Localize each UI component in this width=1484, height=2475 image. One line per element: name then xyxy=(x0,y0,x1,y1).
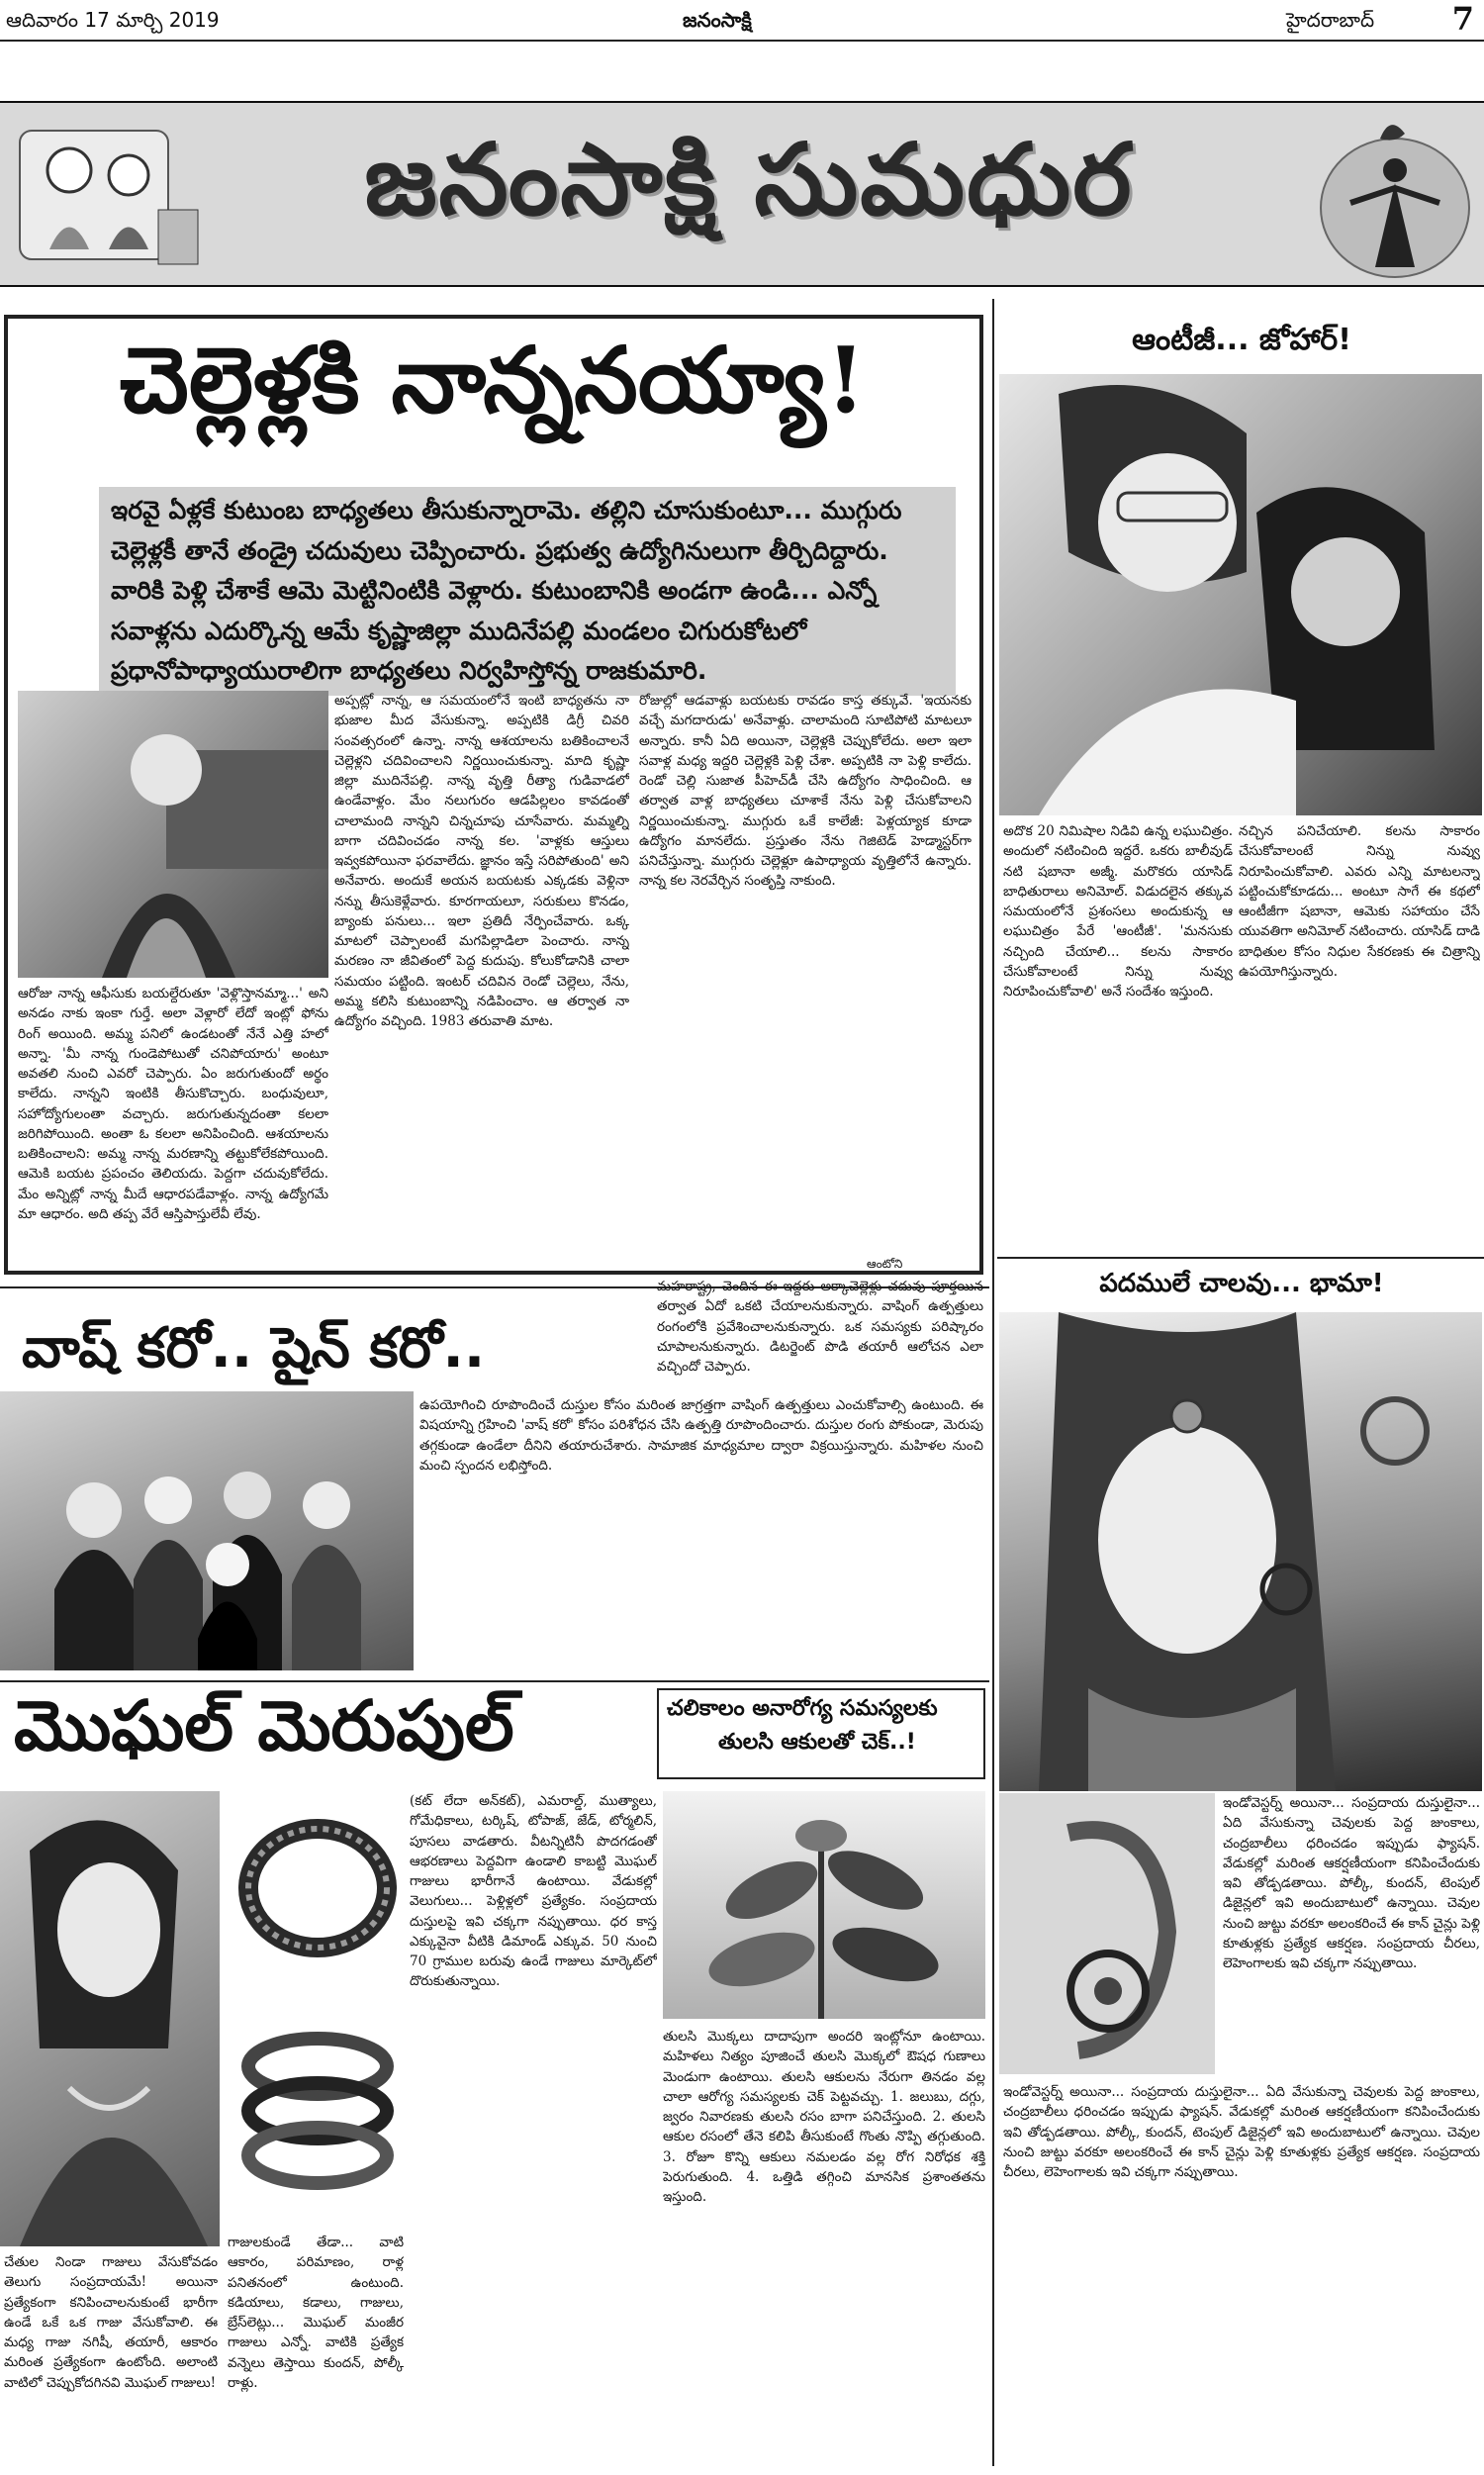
main-story-column-1: ఆరోజు నాన్న ఆఫీసుకు బయల్దేరుతూ 'వెళ్లొస్తానమ్మా...' అని అనడం నాకు ఇంకా గుర్తే. అలా వెళ్లారో లేదో ఇంట్లో ఫోను రింగ్ అయింది. అమ్మ పనిలో ఉండటంతో నేనే ఎత్తి హలో అన్నా. 'మీ నాన్న గుండెపోటుతో చనిపోయారు' అంటూ అవతలి నుంచి ఎవరో చెప్పారు. ఏం జరుగుతుందో అర్థం కాలేదు. నాన్నని ఇంటికి తీసుకొచ్చారు. బంధువులూ, సహోద్యోగులంతా వచ్చారు. జరుగుతున్నదంతా కలలా జరిగిపోయింది. అంతా ఓ కలలా అనిపించింది. ఆశయాలను బతికించాలని: అమ్మ నాన్న మరణాన్ని తట్టుకోలేకపోయింది. ఆమెకి బయట ప్రపంచం తెలియదు. పెద్దగా చదువుకోలేదు. మేం అన్నిట్లో నాన్న మీదే ఆధారపడేవాళ్లం. నాన్న ఉద్యోగమే మా ఆధారం. అది తప్ప వేరే ఆస్తిపాస్తులేవీ లేవు. xyxy=(18,986,328,1222)
tulasi-story-text: తులసి మొక్కలు దాదాపుగా అందరి ఇంట్లోనూ ఉంటాయి. మహిళలు నిత్యం పూజించే తులసి మొక్కలో ఔషధ గుణాలు మెండుగా ఉంటాయి. తులసి ఆకులను నేరుగా తినడం వల్ల చాలా ఆరోగ్య సమస్యలకు చెక్ పెట్టవచ్చు. 1. జలుబు, దగ్గు, జ్వరం నివారణకు తులసి రసం బాగా పనిచేస్తుంది. 2. తులసి ఆకుల రసంలో తేనె కలిపి తీసుకుంటే గొంతు నొప్పి తగ్గుతుంది. 3. రోజూ కొన్ని ఆకులు నమలడం వల్ల రోగ నిరోధక శక్తి పెరుగుతుంది. 4. ఒత్తిడి తగ్గించి మానసిక ప్రశాంతతను ఇస్తుంది. xyxy=(663,2029,985,2205)
two-women-hug-icon xyxy=(999,374,1482,815)
city-name: హైదరాబాద్ xyxy=(1286,8,1375,32)
mughal-column-2: గాజులకుండే తేడా... వాటి ఆకారం, పరిమాణం, రాళ్ల పనితనంలో ఉంటుంది. కడియాలు, కడాలు, గాజులు, బ్రేస్‌లెట్లు... మొఘల్ మంజీర గాజులు ఎన్నో. వాటికి ప్రత్యేక వన్నెలు తెస్తాయి కుందన్, పోల్కీ రాళ్లు. xyxy=(228,2235,404,2391)
women-emblem-icon xyxy=(1311,109,1479,282)
main-story-column-2: అప్పట్లో నాన్న, ఆ సమయంలోనే ఇంటి బాధ్యతను నా భుజాల మీద వేసుకున్నా. అప్పటికి డిగ్రీ చివరి సంవత్సరంలో ఉన్నా. నాన్న ఆశయాలను బతికించాలనే చెల్లెళ్లని చదివించాలని నిర్ణయించుకున్నా. మాది కృష్ణా జిల్లా ముదినేపల్లి. నాన్న వృత్తి రీత్యా గుడివాడలో ఉండేవాళ్లం. మేం నలుగురం ఆడపిల్లలం కావడంతో చాలామంది నాన్నని చిన్నచూపు చూసేవారు. మమ్మల్ని బాగా చదివించడం నాన్న కల. 'వాళ్లకు ఆస్తులు ఇవ్వకపోయినా ఫరవాలేదు. జ్ఞానం ఇస్తే సరిపోతుంది' అని అనేవారు. అందుకే అయన బయటకు ఎక్కడకు వెళ్లినా నన్ను తీసుకెళ్లేవారు. కూరగాయలూ, సరుకులు కొనడం, బ్యాంకు పనులు... ఇలా ప్రతిదీ నేర్పించేవారు. ఒక్క మాటలో చెప్పాలంటే మగపిల్లాడిలా పెంచారు. నాన్న మరణం నా జీవితంలో పెద్ద కుదుపు. కోలుకోడానికి చాలా సమయం పట్టింది. ఇంటర్ చదివిన రెండో చెల్లెలు, నేను, అమ్మ కలిసి కుటుంబాన్ని నడిపించాం. ఆ తర్వాత నా ఉద్యోగం వచ్చింది. 1983 తరువాతి మాట. xyxy=(334,693,629,1029)
tulasi-headline-line-2: తులసి ఆకులతో చెక్..! xyxy=(718,1730,916,1755)
tulasi-headline-box xyxy=(657,1688,985,1779)
antiji-column-1: అదొక 20 నిమిషాల నిడివి ఉన్న లఘుచిత్రం. అందులో నటించింది ఇద్దరే. ఒకరు బాలీవుడ్ నటి షబానా అజ్మీ. మరొకరు యాసిడ్ బాధితురాలు అనిమోల్. విడుదలైన తక్కువ సమయంలోనే ప్రశంసలు అందుకున్న ఆ లఘుచిత్రం పేరే 'ఆంటీజీ'. 'మనసుకు నచ్చింది చేయాలి... కలను సాకారం చేసుకోవాలంటే నిన్ను నువ్వు నిరూపించుకోవాలి' అనే సందేశం ఇస్తుంది. xyxy=(1003,823,1233,1000)
wash-story-column-2: ఉపయోగించి రూపొందించే దుస్తుల కోసం మరింత జాగ్రత్తగా వాషింగ్ ఉత్పత్తులు ఎంచుకోవాల్సి ఉంటుంది. ఈ విషయాన్ని గ్రహించి 'వాష్ కరో' కోసం పరిశోధన చేసి ఉత్పత్తి రూపొందించారు. దుస్తుల రంగు పోకుండా, మెరుపు తగ్గకుండా ఉండేలా దీనిని తయారుచేశారు. సామాజిక మాధ్యమాల ద్వారా విక్రయిస్తున్నారు. మహిళల నుంచి మంచి స్పందన లభిస్తోంది. xyxy=(419,1397,983,1474)
tulasi-headline-line-1: చలికాలం అనారోగ్య సమస్యలకు xyxy=(667,1696,938,1721)
earrings-photo xyxy=(999,1793,1215,2074)
bride-earring-icon xyxy=(999,1312,1482,1791)
mughal-column-3: (కట్ లేదా అన్‌కట్), ఎమరాల్డ్, ముత్యాలు, గోమేధికాలు, టర్కిష్, టోపాజ్, జేడ్, టోర్మలిన్, పూసలు వాడతారు. వీటన్నిటినీ పొదగడంతో ఆభరణాలు పెద్దవిగా ఉండాలి కాబట్టి మొఘల్ గాజులు భారీగానే ఉంటాయి. వేడుకల్లో వెలుగులు... పెళ్లిళ్లలో ప్రత్యేకం. సంప్రదాయ దుస్తులపై ఇవి చక్కగా నప్పుతాయి. ధర కాస్త ఎక్కువైనా వీటికి డిమాండ్ ఎక్కువ. 50 నుంచి 70 గ్రాముల బరువు ఉండే గాజులు మార్కెట్‌లో దొరుకుతున్నాయి. xyxy=(410,1793,657,1990)
column-divider xyxy=(992,299,994,2466)
woman-portrait-icon xyxy=(18,691,328,978)
wash-story-headline: వాష్ కరో.. షైన్ కరో.. xyxy=(22,1316,486,1380)
mughal-story-headline: మొఘల్ మెరుపుల్ xyxy=(14,1684,514,1766)
antiji-film-photo xyxy=(999,374,1482,815)
padamule-headline: పదములే చాలవు... భామా! xyxy=(1099,1269,1384,1298)
padamule-column-2: ఇండోవెస్టర్న్ అయినా... సంప్రదాయ దుస్తులైనా... ఏది వేసుకున్నా చెవులకు పెద్ద జుంకాలు, చంద్రబాలీలు ధరించడం ఇప్పుడు ఫ్యాషన్. వేడుకల్లో మరింత ఆకర్షణీయంగా కనిపించేందుకు ఇవి తోడ్పడతాయి. పోల్కీ, కుందన్, టెంపుల్ డిజైన్లలో ఇవి అందుబాటులో ఉన్నాయి. చెవుల నుంచి జుట్టు వరకూ అలంకరించే ఈ కాన్ చైన్లు పెళ్లి కూతుళ్లకు ప్రత్యేక ఆకర్షణ. సంప్రదాయ చీరలు, లెహెంగాలకు ఇవి చక్కగా నప్పుతాయి. xyxy=(1003,2084,1480,2180)
tulasi-plant-icon xyxy=(663,1791,985,2019)
ear-cuff-icon xyxy=(999,1793,1215,2074)
masthead-title: జనంసాక్షి సుమధుర xyxy=(364,121,1134,238)
mughal-model-photo xyxy=(0,1791,220,2246)
main-story-headline: చెల్లెళ్లకి నాన్ననయ్యా! xyxy=(119,327,867,433)
bangle-stack-icon xyxy=(233,1997,402,2225)
wash-group-photo xyxy=(0,1391,414,1670)
right-col-rule xyxy=(997,1257,1484,1259)
page-number: 7 xyxy=(1451,0,1474,38)
masthead-banner xyxy=(0,101,1484,287)
antiji-column-2: నచ్చిన పనిచేయాలి. కలను సాకారం చేసుకోవాలంటే నిన్ను నువ్వు నిరూపించుకోవాలి. ఎవరు ఎన్ని మాటలన్నా పట్టించుకోకూడదు... అంటూ సాగే ఈ కథలో ఆంటీజీగా షబానా, ఆమెకు సహాయం చేసే యువతిగా అనిమోల్ నటించారు. యాసిడ్ దాడి బాధితుల కోసం నిధుల సేకరణకు ఈ చిత్రాన్ని ఉపయోగిస్తున్నారు. xyxy=(1239,823,1480,980)
bangle-photo-1 xyxy=(233,1791,402,1985)
paper-name: జనంసాక్షి xyxy=(683,8,752,32)
children-illustration-icon xyxy=(10,111,218,279)
bangle-photo-2 xyxy=(233,1997,402,2225)
women-group-selfie-icon xyxy=(0,1391,414,1670)
bride-jewellery-photo xyxy=(999,1312,1482,1791)
bangle-icon xyxy=(233,1791,402,1985)
rajakumari-photo xyxy=(18,691,328,978)
antiji-headline: ఆంటీజీ... జోహార్! xyxy=(1132,323,1351,357)
mughal-top-rule xyxy=(0,1680,989,1682)
main-story-byline: ఆంటోని xyxy=(867,1257,903,1271)
mughal-column-1: చేతుల నిండా గాజులు వేసుకోవడం తెలుగు సంప్రదాయమే! అయినా ప్రత్యేకంగా కనిపించాలనుకుంటే భారీగా ఉండే ఒకే ఒక గాజు వేసుకోవాలి. ఈ మధ్య గాజు నగిషీ, తయారీ, ఆకారం మరింత ప్రత్యేకంగా ఉంటోంది. అలాంటి వాటిలో చెప్పుకోదగినవి మొఘల్ గాజులు! xyxy=(4,2254,218,2391)
tulasi-leaves-photo xyxy=(663,1791,985,2019)
issue-date: ఆదివారం 17 మార్చి 2019 xyxy=(6,8,220,32)
main-story-column-3: రోజుల్లో ఆడవాళ్లు బయటకు రావడం కాస్త తక్కువే. 'ఇయనకు వచ్చే మగదారుడు' అనేవాళ్లు. చాలామంది సూటిపోటి మాటలూ అన్నారు. కానీ ఏది అయినా, చెల్లెళ్లకి చెప్పుకోలేదు. అలా ఇలా సవాళ్ల మధ్య ఇద్దరి చెల్లెళ్లకి పెళ్లి చేశా. అప్పటికి నా పెళ్లి కాలేదు. రెండో చెల్లి సుజాత పీహెచ్‌డీ చేసి ఉద్యోగం సాధించింది. ఆ తర్వాత వాళ్ల బాధ్యతలు చూశాకే నేను పెళ్లి చేసుకోవాలని నిర్ణయించుకున్నా. ముగ్గురు ఒకే కాలేజీ: పెళ్లయ్యాక కూడా ఉద్యోగం మానలేదు. ప్రస్తుతం నేను గెజిటెడ్ హెడ్మాస్టర్‌గా పనిచేస్తున్నా. ముగ్గురు చెల్లెళ్లూ ఉపాధ్యాయ వృత్తిలోనే ఉన్నారు. నాన్న కల నెరవేర్చిన సంతృప్తి నాకుంది. xyxy=(639,693,972,890)
main-story-intro: ఇరవై ఏళ్లకే కుటుంబ బాధ్యతలు తీసుకున్నారామె. తల్లిని చూసుకుంటూ... ముగ్గురు చెల్లెళ్లకీ తానే తండ్రై చదువులు చెప్పించారు. ప్రభుత్వ ఉద్యోగినులుగా తీర్చిదిద్దారు. వారికి పెళ్లి చేశాకే ఆమె మెట్టినింటికి వెళ్లారు. కుటుంబానికి అండగా ఉండి... ఎన్నో సవాళ్లను ఎదుర్కొన్న ఆమే కృష్ణాజిల్లా ముదినేపల్లి మండలం చిగురుకోటలో ప్రధానోపాధ్యాయురాలిగా బాధ్యతలు నిర్వహిస్తోన్న రాజకుమారి. xyxy=(99,487,956,696)
woman-with-jewellery-icon xyxy=(0,1791,220,2246)
padamule-column-1: ఇండోవెస్టర్న్ అయినా... సంప్రదాయ దుస్తులైనా... ఏది వేసుకున్నా చెవులకు పెద్ద జుంకాలు, చంద్రబాలీలు ధరించడం ఇప్పుడు ఫ్యాషన్. వేడుకల్లో మరింత ఆకర్షణీయంగా కనిపించేందుకు ఇవి తోడ్పడతాయి. పోల్కీ, కుందన్, టెంపుల్ డిజైన్లలో ఇవి అందుబాటులో ఉన్నాయి. చెవుల నుంచి జుట్టు వరకూ అలంకరించే ఈ కాన్ చైన్లు పెళ్లి కూతుళ్లకు ప్రత్యేక ఆకర్షణ. సంప్రదాయ చీరలు, లెహెంగాలకు ఇవి చక్కగా నప్పుతాయి. xyxy=(1223,1795,1480,1971)
wash-story-column-1: మహరాష్ట్ర, చెందిన ఈ ఇద్దరు అక్కాచెల్లెళ్లు చదువు పూర్తయిన తర్వాత ఏదో ఒకటి చేయాలనుకున్నారు. వాషింగ్ ఉత్పత్తులు రంగంలోకి ప్రవేశించాలనుకున్నారు. ఒక సమస్యకు పరిష్కారం చూపాలనుకున్నారు. డిటర్జెంట్ పొడి తయారీ ఆలోచన ఎలా వచ్చిందో చెప్పారు. xyxy=(657,1279,983,1375)
header-rule xyxy=(0,40,1484,42)
